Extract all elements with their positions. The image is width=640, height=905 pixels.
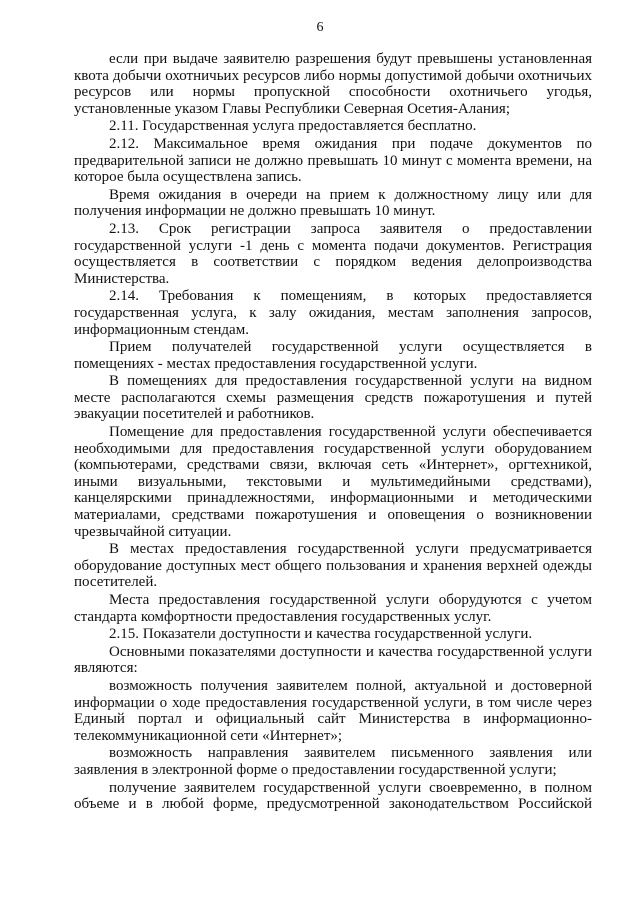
paragraph-queue-wait-time: Время ожидания в очереди на прием к должностному лицу или для получения информации не должно превышать 10 минут. (74, 186, 592, 220)
paragraph-main-indicators: Основными показателями доступности и качества государственной услуги являются: (74, 643, 592, 677)
paragraph-evacuation-schemes: В помещениях для предоставления государственной услуги на видном месте располагаются схемы размещения средств пожаротушения и путей эвакуации посетителей и работников. (74, 373, 592, 423)
paragraph-comfort-standard: Места предоставления государственной услуги оборудуются с учетом стандарта комфортности предоставления государственных услуг. (74, 592, 592, 625)
paragraph-indicator-information: возможность получения заявителем полной, актуальной и достоверной информации о ходе предоставления государственной услуги, в том числе через Единый портал и официальный сайт Министерства в информационно-телекоммуникационной сети «Интернет»; (74, 677, 592, 744)
paragraph-2-14: 2.14. Требования к помещениям, в которых предоставляется государственная услуга, к залу ожидания, местам заполнения запросов, информационным стендам. (74, 288, 592, 338)
paragraph-reception-premises: Прием получателей государственной услуги осуществляется в помещениях - местах предоставления государственной услуги. (74, 339, 592, 372)
paragraph-2-13: 2.13. Срок регистрации запроса заявителя о предоставлении государственной услуги -1 день с момента подачи документов. Регистрация осуществляется в соответствии с порядком ведения делопроизводства Министерства. (74, 220, 592, 287)
paragraph-2-15: 2.15. Показатели доступности и качества государственной услуги. (109, 626, 533, 643)
paragraph-2-11: 2.11. Государственная услуга предоставляется бесплатно. (109, 118, 477, 135)
paragraph-premises-equipment: Помещение для предоставления государственной услуги обеспечивается необходимыми для предоставления государственной услуги оборудованием (компьютерами, средствами связи, включая сеть «Интернет», оргтехникой, иными визуальными, текстовыми и мультимедийными средствами), канцелярскими принадлежностями, информационными и методическими материалами, средствами пожаротушения и оповещения о возникновении чрезвычайной ситуации. (74, 424, 592, 540)
paragraph-indicator-electronic-application: возможность направления заявителем письменного заявления или заявления в электронной форме о предоставлении государственной услуги; (74, 745, 592, 778)
paragraph-cloakroom: В местах предоставления государственной услуги предусматривается оборудование доступных мест общего пользования и хранения верхней одежды посетителей. (74, 541, 592, 591)
page-number: 6 (316, 20, 324, 35)
document-body (74, 51, 592, 814)
paragraph-refusal-grounds-continued: если при выдаче заявителю разрешения будут превышены установленная квота добычи охотничьих ресурсов либо нормы допустимой добычи охотничьих ресурсов или нормы пропускной способности охотничьего угодья, установленные указом Главы Республики Северная Осетия-Алания; (74, 51, 592, 117)
paragraph-indicator-timely-service: получение заявителем государственной услуги своевременно, в полном объеме и в любой форме, предусмотренной законодательством Российской (74, 779, 592, 813)
paragraph-2-12: 2.12. Максимальное время ожидания при подаче документов по предварительной записи не должно превышать 10 минут с момента времени, на которое была осуществлена запись. (74, 135, 592, 186)
